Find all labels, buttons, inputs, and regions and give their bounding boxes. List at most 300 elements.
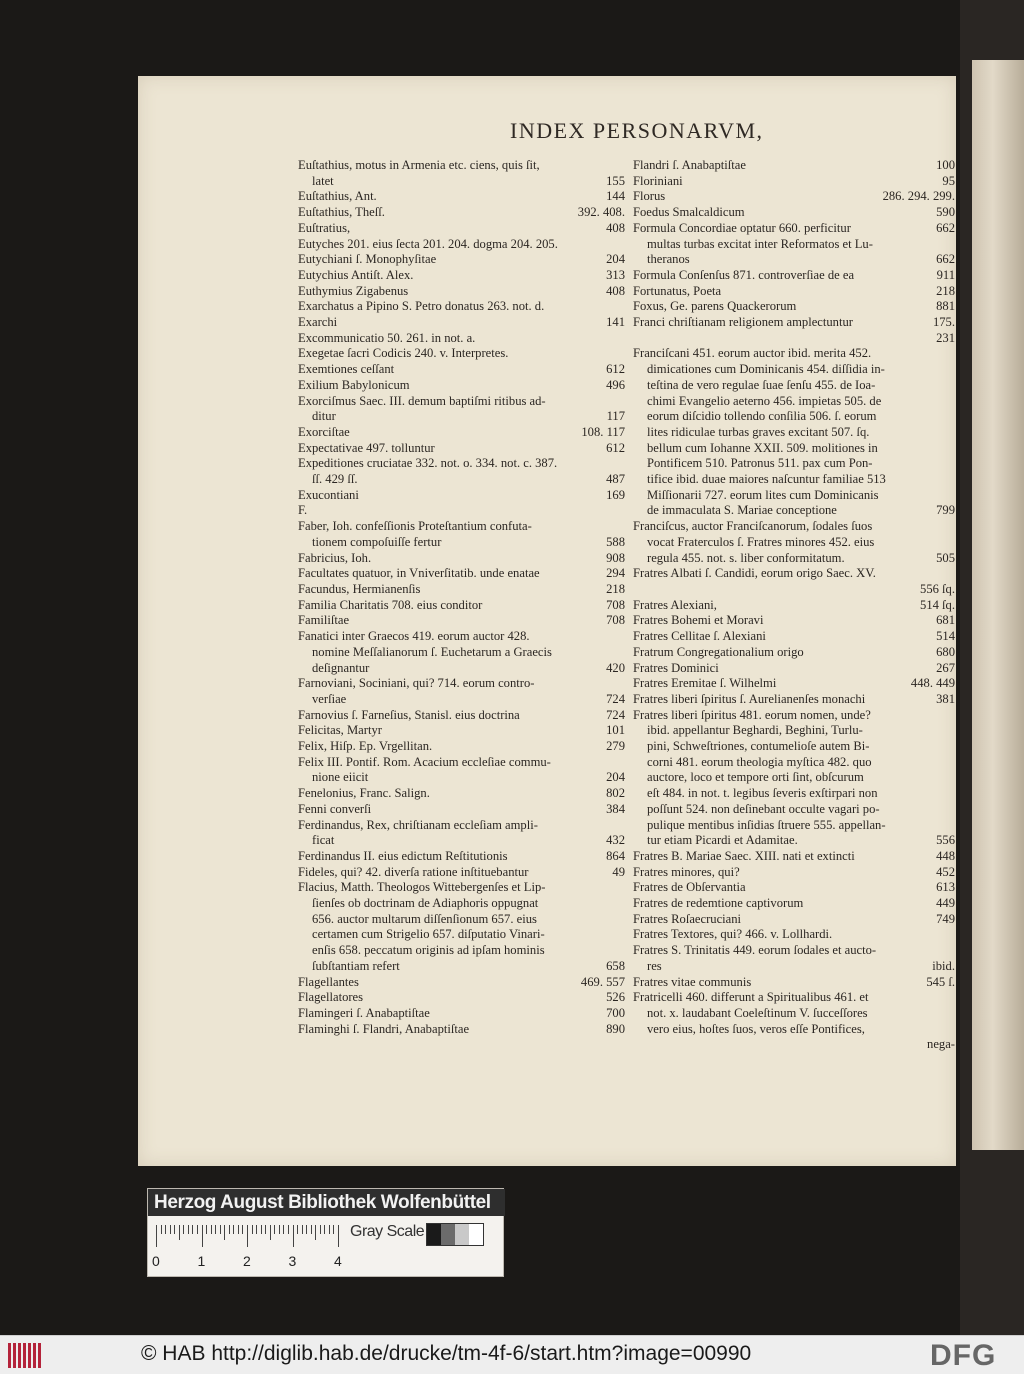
index-entry bbox=[298, 896, 625, 912]
entry-page-ref: 864 bbox=[606, 848, 625, 863]
entry-page-ref: 890 bbox=[606, 1021, 625, 1036]
entry-text: teſtina de vero regulae ſuae ſenſu 455. de Ioa- bbox=[647, 377, 876, 392]
entry-text: Fratres de redemtione captivorum bbox=[633, 896, 804, 911]
ruler-tick bbox=[265, 1225, 266, 1234]
index-entry bbox=[298, 425, 625, 441]
entry-text: Formula Conſenſus 871. controverſiae de ea bbox=[633, 267, 855, 282]
entry-text: Fideles, qui? 42. diverſa ratione inſtituebantur bbox=[298, 864, 529, 879]
ruler-tick bbox=[256, 1225, 257, 1234]
entry-text: not. x. laudabant Coeleſtinum V. ſucceſſores bbox=[647, 1005, 868, 1020]
ruler-tick bbox=[197, 1225, 198, 1234]
entry-text: Faber, Ioh. confeſſionis Proteſtantium confuta- bbox=[298, 519, 532, 534]
index-entry bbox=[633, 975, 955, 991]
entry-page-ref: 101 bbox=[606, 723, 625, 738]
index-entry bbox=[298, 315, 625, 331]
ruler-tick bbox=[283, 1225, 284, 1234]
entry-page-ref: 169 bbox=[606, 487, 625, 502]
index-entry bbox=[298, 818, 625, 834]
entry-page-ref: 204 bbox=[606, 770, 625, 785]
index-entry bbox=[298, 943, 625, 959]
entry-page-ref: 612 bbox=[606, 440, 625, 455]
index-entry bbox=[298, 582, 625, 598]
entry-page-ref: 100 bbox=[936, 158, 955, 172]
index-entry bbox=[298, 833, 625, 849]
index-entry bbox=[633, 519, 955, 535]
adjacent-page-edge bbox=[972, 60, 1024, 1150]
index-entry bbox=[298, 770, 625, 786]
entry-text: Fratres liberi ſpiritus 481. eorum nomen, unde? bbox=[633, 707, 871, 722]
entry-page-ref: 908 bbox=[606, 550, 625, 565]
entry-text: Fratres vitae communis bbox=[633, 974, 752, 989]
index-entry bbox=[633, 551, 955, 567]
entry-text: Exorciſmus Saec. III. demum baptiſmi ritibus ad- bbox=[298, 393, 546, 408]
index-entry bbox=[633, 802, 955, 818]
entry-text: pulique mentibus inſidias ſtruere 555. appellan- bbox=[647, 817, 886, 832]
entry-text: Flamingeri ſ. Anabaptiſtae bbox=[298, 1005, 430, 1020]
index-entry bbox=[633, 456, 955, 472]
index-entry bbox=[633, 708, 955, 724]
index-entry bbox=[633, 645, 955, 661]
entry-text: regula 455. not. s. liber conformitatum. bbox=[647, 550, 845, 565]
index-entry bbox=[298, 708, 625, 724]
index-entry bbox=[633, 613, 955, 629]
index-entry bbox=[298, 786, 625, 802]
entry-text: Fratres minores, qui? bbox=[633, 864, 740, 879]
index-entry bbox=[298, 661, 625, 677]
ruler-tick bbox=[192, 1225, 193, 1234]
entry-text: tifice ibid. duae maiores naſcuntur familiae 513 bbox=[647, 472, 886, 487]
ruler-tick bbox=[333, 1225, 334, 1234]
entry-page-ref: 505 bbox=[936, 550, 955, 565]
ruler-tick bbox=[202, 1225, 203, 1247]
index-entry bbox=[633, 488, 955, 504]
entry-text: Fratricelli 460. differunt a Spiritualibus 461. et bbox=[633, 990, 869, 1005]
index-entry bbox=[633, 582, 955, 598]
index-entry bbox=[298, 551, 625, 567]
entry-page-ref: 144 bbox=[606, 189, 625, 204]
index-entry bbox=[298, 299, 625, 315]
entry-text: Exorciſtae bbox=[298, 424, 350, 439]
entry-text: Euſtratius, bbox=[298, 220, 351, 235]
entry-text: Formula Concordiae optatur 660. perficitur bbox=[633, 220, 851, 235]
entry-text: Fratres liberi ſpiritus ſ. Aurelianenſes monachi bbox=[633, 691, 866, 706]
index-entry bbox=[298, 221, 625, 237]
entry-text: Felix III. Pontif. Rom. Acacium eccleſiae commu- bbox=[298, 754, 551, 769]
index-entry bbox=[633, 331, 955, 347]
entry-page-ref: 408 bbox=[606, 220, 625, 235]
entry-text: Fratres Eremitae ſ. Wilhelmi bbox=[633, 676, 777, 691]
ruler-tick bbox=[315, 1225, 316, 1240]
index-entry bbox=[298, 880, 625, 896]
index-entry bbox=[633, 174, 955, 190]
entry-page-ref: 496 bbox=[606, 377, 625, 392]
index-entry bbox=[298, 158, 625, 174]
entry-text: vocat Fraterculos ſ. Fratres minores 452. eius bbox=[647, 534, 875, 549]
index-entry bbox=[633, 441, 955, 457]
entry-page-ref: nega- bbox=[927, 1037, 955, 1052]
entry-text: eorum diſcidio tollendo conſilia 506. ſ. eorum bbox=[647, 409, 877, 424]
entry-page-ref: 279 bbox=[606, 739, 625, 754]
entry-text: tur etiam Picardi et Adamitae. bbox=[647, 833, 798, 848]
entry-text: verſiae bbox=[312, 691, 347, 706]
ruler-tick bbox=[338, 1225, 339, 1247]
index-entry bbox=[298, 441, 625, 457]
index-entry bbox=[633, 425, 955, 441]
ruler-tick bbox=[170, 1225, 171, 1234]
entry-text: Miſſionarii 727. eorum lites cum Dominicanis bbox=[647, 487, 879, 502]
index-entry bbox=[298, 503, 625, 519]
index-entry bbox=[633, 723, 955, 739]
entry-text: res bbox=[647, 958, 662, 973]
entry-page-ref: 911 bbox=[936, 267, 955, 282]
index-entry bbox=[633, 315, 955, 331]
index-entry bbox=[633, 1022, 955, 1038]
entry-text: Eutychius Antiſt. Alex. bbox=[298, 267, 414, 282]
index-entry bbox=[298, 676, 625, 692]
entry-page-ref: 294 bbox=[606, 566, 625, 581]
index-entry bbox=[633, 598, 955, 614]
copyright-url[interactable]: © HAB http://diglib.hab.de/drucke/tm-4f-6/start.htm?image=00990 bbox=[141, 1342, 752, 1365]
ruler-tick bbox=[224, 1225, 225, 1240]
entry-page-ref: 469. 557 bbox=[580, 974, 625, 989]
entry-text: Farnovius ſ. Farneſius, Stanisl. eius doctrina bbox=[298, 707, 520, 722]
entry-text: Fratres B. Mariae Saec. XIII. nati et extincti bbox=[633, 848, 855, 863]
ruler-tick bbox=[302, 1225, 303, 1234]
ruler-tick bbox=[183, 1225, 184, 1234]
entry-page-ref: 286. 294. 299. bbox=[882, 189, 955, 204]
index-entry bbox=[298, 535, 625, 551]
entry-text: Fratres Albati ſ. Candidi, eorum origo Saec. XV. bbox=[633, 566, 876, 581]
ruler-tick bbox=[288, 1225, 289, 1234]
index-entry bbox=[633, 205, 955, 221]
ruler-tick bbox=[247, 1225, 248, 1247]
entry-text: Exarchi bbox=[298, 315, 338, 330]
index-entry bbox=[298, 755, 625, 771]
index-entry bbox=[633, 912, 955, 928]
dfg-logo: DFG bbox=[930, 1339, 997, 1372]
index-entry bbox=[633, 1006, 955, 1022]
entry-text: ſienſes ob doctrinam de Adiaphoris oppugnat bbox=[312, 896, 539, 911]
index-entry bbox=[633, 770, 955, 786]
entry-text bbox=[633, 582, 914, 598]
index-entry bbox=[633, 158, 955, 174]
index-entry bbox=[298, 802, 625, 818]
ruler-title: Herzog August Bibliothek Wolfenbüttel bbox=[148, 1189, 505, 1216]
entry-page-ref: 155 bbox=[606, 173, 625, 188]
entry-text: Flagellatores bbox=[298, 990, 364, 1005]
entry-text: chimi Evangelio aeterno 456. impietas 505. de bbox=[647, 393, 882, 408]
index-entry bbox=[633, 755, 955, 771]
entry-text: poſſunt 524. non deſinebant occulte vagari po- bbox=[647, 801, 880, 816]
entry-page-ref: 448 bbox=[936, 848, 955, 863]
entry-page-ref: 231 bbox=[936, 330, 955, 345]
entry-text: ditur bbox=[312, 409, 336, 424]
entry-page-ref: 218 bbox=[936, 283, 955, 298]
index-entry bbox=[633, 896, 955, 912]
index-entry bbox=[633, 237, 955, 253]
index-entry bbox=[633, 865, 955, 881]
color-ruler-card bbox=[147, 1188, 504, 1277]
index-entry bbox=[298, 378, 625, 394]
entry-text: nomine Meſſalianorum ſ. Euchetarum a Graecis bbox=[312, 644, 552, 659]
entry-page-ref: 799 bbox=[936, 503, 955, 518]
index-entry bbox=[633, 346, 955, 362]
entry-text: certamen cum Strigelio 657. diſputatio Vinari- bbox=[312, 927, 545, 942]
entry-text: Fratres Dominici bbox=[633, 660, 719, 675]
entry-text: Fratres S. Trinitatis 449. eorum ſodales et aucto- bbox=[633, 943, 877, 958]
entry-text: Exucontiani bbox=[298, 487, 359, 502]
index-entry bbox=[298, 237, 625, 253]
entry-text: Flacius, Matth. Theologos Wittebergenſes et Lip- bbox=[298, 880, 546, 895]
entry-text: ſſ. 429 ſſ. bbox=[312, 472, 358, 487]
index-entry bbox=[633, 661, 955, 677]
entry-text: auctore, loco et tempore orti ſint, obſcurum bbox=[647, 770, 864, 785]
gray-swatch bbox=[455, 1224, 469, 1245]
entry-text: Exarchatus a Pipino S. Petro donatus 263. not. d. bbox=[298, 299, 545, 314]
entry-page-ref: 452 bbox=[936, 864, 955, 879]
entry-text: Ferdinandus II. eius edictum Reſtitutionis bbox=[298, 848, 508, 863]
entry-text: Flaminghi ſ. Flandri, Anabaptiſtae bbox=[298, 1021, 470, 1036]
entry-text: Expeditiones cruciatae 332. not. o. 334. not. c. 387. bbox=[298, 456, 558, 471]
entry-page-ref: 141 bbox=[606, 315, 625, 330]
entry-text bbox=[633, 1037, 921, 1053]
index-entry bbox=[298, 1022, 625, 1038]
index-entry bbox=[298, 346, 625, 362]
entry-text: Fratres Alexiani, bbox=[633, 597, 717, 612]
hab-barcode-icon bbox=[8, 1343, 42, 1368]
index-entry bbox=[298, 975, 625, 991]
index-entry bbox=[633, 927, 955, 943]
index-entry bbox=[633, 284, 955, 300]
index-entry bbox=[633, 786, 955, 802]
entry-page-ref: 749 bbox=[936, 911, 955, 926]
entry-page-ref: 658 bbox=[606, 958, 625, 973]
index-entry bbox=[298, 645, 625, 661]
index-entry bbox=[633, 299, 955, 315]
entry-text: Fratres Cellitae ſ. Alexiani bbox=[633, 629, 766, 644]
entry-page-ref: 95 bbox=[942, 173, 955, 188]
ruler-tick bbox=[179, 1225, 180, 1240]
index-entry bbox=[633, 629, 955, 645]
entry-text: Felicitas, Martyr bbox=[298, 723, 382, 738]
entry-text: Florus bbox=[633, 189, 666, 204]
entry-page-ref: 381 bbox=[936, 691, 955, 706]
entry-text: Fratres Roſaecruciani bbox=[633, 911, 742, 926]
entry-page-ref: 708 bbox=[606, 597, 625, 612]
entry-text: tionem compoſuiſſe fertur bbox=[312, 534, 442, 549]
entry-text: Familia Charitatis 708. eius conditor bbox=[298, 597, 483, 612]
entry-text: Foedus Smalcaldicum bbox=[633, 205, 745, 220]
index-entry bbox=[298, 189, 625, 205]
entry-text: Expectativae 497. tolluntur bbox=[298, 440, 435, 455]
index-entry bbox=[298, 566, 625, 582]
entry-text: Facultates quatuor, in Vniverſitatib. unde enatae bbox=[298, 566, 540, 581]
index-entry bbox=[298, 739, 625, 755]
ruler-tick bbox=[206, 1225, 207, 1234]
entry-text: Franciſcus, auctor Franciſcanorum, ſodales ſuos bbox=[633, 519, 873, 534]
entry-text: Foxus, Ge. parens Quackerorum bbox=[633, 299, 797, 314]
entry-text: enſis 658. peccatum originis ad ipſam hominis bbox=[312, 943, 545, 958]
entry-text: ibid. appellantur Beghardi, Beghini, Turlu- bbox=[647, 723, 863, 738]
index-entry bbox=[633, 849, 955, 865]
entry-text: Eutyches 201. eius ſecta 201. 204. dogma 204. 205. bbox=[298, 236, 558, 251]
entry-page-ref: 449 bbox=[936, 896, 955, 911]
entry-page-ref: 514 bbox=[936, 629, 955, 644]
entry-text: Farnoviani, Sociniani, qui? 714. eorum contro- bbox=[298, 676, 535, 691]
entry-page-ref: 662 bbox=[936, 252, 955, 267]
index-entry bbox=[633, 409, 955, 425]
gray-swatch bbox=[469, 1224, 483, 1245]
entry-text: theranos bbox=[647, 252, 690, 267]
entry-page-ref: 700 bbox=[606, 1005, 625, 1020]
entry-page-ref: 117 bbox=[606, 409, 625, 424]
ruler-tick bbox=[252, 1225, 253, 1234]
gray-swatch bbox=[427, 1224, 441, 1245]
ruler-tick bbox=[261, 1225, 262, 1234]
entry-text: Exilium Babylonicum bbox=[298, 377, 410, 392]
entry-page-ref: 545 ſ. bbox=[926, 974, 955, 989]
ruler-tick bbox=[238, 1225, 239, 1234]
index-entry bbox=[298, 268, 625, 284]
ruler-tick bbox=[242, 1225, 243, 1234]
entry-text: lites ridiculae turbas graves excitant 507. ſq. bbox=[647, 424, 870, 439]
entry-page-ref: 175. bbox=[932, 315, 955, 330]
entry-page-ref: 590 bbox=[936, 205, 955, 220]
entry-page-ref: 662 bbox=[936, 220, 955, 235]
gray-swatches bbox=[426, 1223, 484, 1246]
entry-text: eſt 484. in not. t. legibus ſeveris exſtirpari non bbox=[647, 786, 878, 801]
index-entry bbox=[298, 456, 625, 472]
entry-text: Exemtiones ceſſant bbox=[298, 362, 395, 377]
entry-page-ref: 267 bbox=[936, 660, 955, 675]
index-entry bbox=[298, 692, 625, 708]
entry-text: nione eiicit bbox=[312, 770, 369, 785]
index-entry bbox=[633, 503, 955, 519]
entry-text: Flagellantes bbox=[298, 974, 359, 989]
ruler-tick bbox=[293, 1225, 294, 1247]
ruler-scale-label: 0 bbox=[152, 1253, 160, 1269]
viewer-footer bbox=[0, 1335, 1024, 1374]
index-entry bbox=[633, 676, 955, 692]
entry-text: Euſtathius, Ant. bbox=[298, 189, 377, 204]
index-entry bbox=[633, 268, 955, 284]
ruler-tick bbox=[274, 1225, 275, 1234]
entry-text: Floriniani bbox=[633, 173, 683, 188]
entry-page-ref: 588 bbox=[606, 534, 625, 549]
ruler-tick bbox=[188, 1225, 189, 1234]
entry-page-ref: 708 bbox=[606, 613, 625, 628]
index-entry bbox=[298, 927, 625, 943]
entry-text: vero eius, hoſtes ſuos, veros eſſe Pontifices, bbox=[647, 1021, 865, 1036]
index-entry bbox=[298, 1006, 625, 1022]
entry-text: bellum cum Iohanne XXII. 509. molitiones in bbox=[647, 440, 878, 455]
ruler-tick bbox=[174, 1225, 175, 1234]
index-column-left bbox=[298, 158, 625, 1037]
entry-page-ref: 408 bbox=[606, 283, 625, 298]
index-entry bbox=[298, 629, 625, 645]
index-entry bbox=[633, 378, 955, 394]
index-entry bbox=[633, 943, 955, 959]
entry-page-ref: 724 bbox=[606, 691, 625, 706]
entry-text: Excommunicatio 50. 261. in not. a. bbox=[298, 330, 476, 345]
index-entry bbox=[298, 959, 625, 975]
entry-page-ref: 420 bbox=[606, 660, 625, 675]
ruler-tick bbox=[233, 1225, 234, 1234]
entry-text: corni 481. eorum theologia myſtica 482. quo bbox=[647, 754, 872, 769]
entry-text: Facundus, Hermianenſis bbox=[298, 581, 421, 596]
entry-page-ref: 802 bbox=[606, 786, 625, 801]
index-entry bbox=[633, 394, 955, 410]
index-entry bbox=[298, 519, 625, 535]
entry-text: Fortunatus, Poeta bbox=[633, 283, 722, 298]
running-head: INDEX PERSONARVM, bbox=[510, 118, 764, 143]
index-entry bbox=[298, 394, 625, 410]
index-entry bbox=[633, 252, 955, 268]
index-entry bbox=[298, 912, 625, 928]
index-entry bbox=[298, 205, 625, 221]
entry-page-ref: 613 bbox=[936, 880, 955, 895]
entry-page-ref: 313 bbox=[606, 267, 625, 282]
entry-page-ref: 680 bbox=[936, 644, 955, 659]
index-entry bbox=[298, 598, 625, 614]
entry-text: Fratres Bohemi et Moravi bbox=[633, 613, 764, 628]
index-entry bbox=[633, 221, 955, 237]
index-entry bbox=[633, 535, 955, 551]
index-entry bbox=[633, 692, 955, 708]
ruler-tick bbox=[279, 1225, 280, 1234]
gray-swatch bbox=[441, 1224, 455, 1245]
entry-page-ref: 724 bbox=[606, 707, 625, 722]
index-column-right bbox=[633, 158, 955, 1053]
index-entry bbox=[298, 613, 625, 629]
ruler-scale-label: 1 bbox=[197, 1253, 206, 1269]
entry-text: Pontificem 510. Patronus 511. pax cum Pon- bbox=[647, 456, 873, 471]
entry-text: multas turbas excitat inter Reformatos et Lu- bbox=[647, 236, 873, 251]
ruler-tick bbox=[324, 1225, 325, 1234]
index-entry bbox=[633, 566, 955, 582]
ruler-tick bbox=[161, 1225, 162, 1234]
entry-text: pini, Schweſtriones, contumelioſe autem Bi- bbox=[647, 739, 870, 754]
ruler-scale bbox=[156, 1225, 346, 1251]
entry-text: Euthymius Zigabenus bbox=[298, 283, 409, 298]
entry-page-ref: 49 bbox=[612, 864, 625, 879]
entry-text: 656. auctor multarum diſſenſionum 657. eius bbox=[312, 911, 537, 926]
entry-text: Fenni converſi bbox=[298, 801, 372, 816]
index-entry bbox=[633, 472, 955, 488]
ruler-tick bbox=[311, 1225, 312, 1234]
entry-text: F. bbox=[298, 503, 308, 518]
ruler-tick bbox=[270, 1225, 271, 1240]
index-entry bbox=[633, 818, 955, 834]
index-entry bbox=[298, 849, 625, 865]
entry-text: Eutychiani ſ. Monophyſitae bbox=[298, 252, 437, 267]
index-entry bbox=[633, 189, 955, 205]
entry-text: Fratres de Obſervantia bbox=[633, 880, 746, 895]
entry-page-ref: 681 bbox=[936, 613, 955, 628]
entry-page-ref: 556 bbox=[936, 833, 955, 848]
entry-page-ref: ibid. bbox=[932, 958, 955, 973]
index-entry bbox=[298, 409, 625, 425]
entry-page-ref: 514 ſq. bbox=[920, 597, 955, 612]
entry-text: dimicationes cum Dominicanis 454. diſſidia in- bbox=[647, 362, 885, 377]
entry-page-ref: 108. 117 bbox=[581, 424, 625, 439]
entry-text: de immaculata S. Mariae conceptione bbox=[647, 503, 837, 518]
ruler-tick bbox=[329, 1225, 330, 1234]
ruler-tick bbox=[211, 1225, 212, 1234]
index-entry bbox=[633, 362, 955, 378]
entry-text: Euſtathius, Theſſ. bbox=[298, 205, 385, 220]
index-entry bbox=[298, 723, 625, 739]
